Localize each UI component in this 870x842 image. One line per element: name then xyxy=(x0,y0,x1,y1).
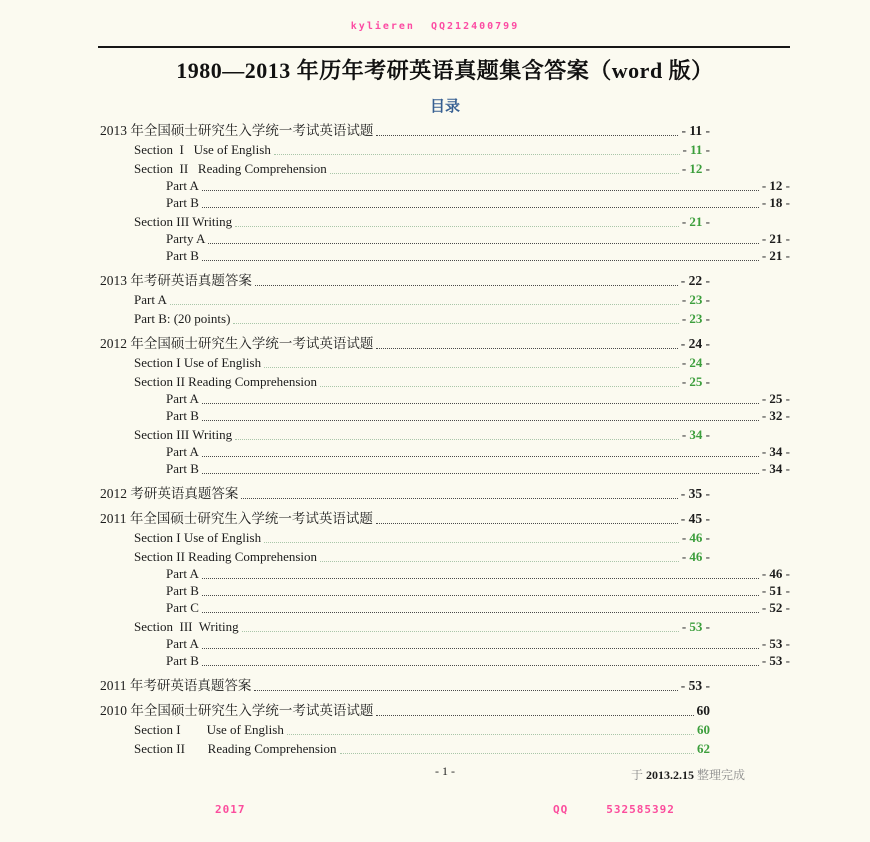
toc-entry-label: Part B xyxy=(166,195,199,210)
toc-page-number: - 22 - xyxy=(680,273,710,288)
toc-dot-leader xyxy=(202,204,759,208)
toc-entry[interactable] xyxy=(166,461,790,477)
toc-page-number: - 46 - xyxy=(761,566,790,581)
toc-entry-label: 2010 年全国硕士研究生入学统一考试英语试题 xyxy=(100,703,374,718)
toc-dot-leader xyxy=(202,592,759,596)
toc-list xyxy=(100,123,790,757)
toc-dot-leader xyxy=(202,187,759,191)
toc-entry-label: Section I Use of English xyxy=(134,722,284,737)
toc-dot-leader xyxy=(202,417,759,421)
toc-page-number: - 35 - xyxy=(680,486,710,501)
toc-entry-label: Section I Use of English xyxy=(134,142,271,157)
note-suffix: 整理完成 xyxy=(693,768,745,782)
toc-entry-label: 2011 年全国硕士研究生入学统一考试英语试题 xyxy=(100,511,373,526)
toc-entry[interactable] xyxy=(134,427,710,443)
toc-dot-leader xyxy=(241,495,677,499)
toc-page-number: - 52 - xyxy=(761,600,790,615)
toc-entry-label: Part A xyxy=(166,636,199,651)
toc-entry-label: Part B xyxy=(166,583,199,598)
toc-entry-label: Section II Reading Comprehension xyxy=(134,374,318,389)
toc-page-number: - 12 - xyxy=(681,161,710,176)
toc-page-number: - 53 - xyxy=(681,619,710,634)
toc-entry-label: Part A xyxy=(166,566,199,581)
toc-page-number: - 12 - xyxy=(761,178,790,193)
toc-entry[interactable] xyxy=(100,678,710,694)
toc-page-number: 62 xyxy=(697,741,710,756)
toc-page-number: - 34 - xyxy=(681,427,710,442)
toc-entry-label: Party A xyxy=(166,231,206,246)
toc-entry-label: 2012 考研英语真题答案 xyxy=(100,486,239,501)
toc-entry[interactable] xyxy=(100,703,710,719)
note-date: 2013.2.15 xyxy=(645,768,694,782)
toc-dot-leader xyxy=(170,301,679,305)
toc-entry-label: Part C xyxy=(166,600,199,615)
toc-dot-leader xyxy=(330,170,679,174)
toc-page-number: - 34 - xyxy=(761,444,790,459)
toc-entry-label: Part A xyxy=(134,292,167,307)
toc-page-number: - 11 - xyxy=(682,142,710,157)
toc-dot-leader xyxy=(376,712,693,716)
toc-dot-leader xyxy=(274,151,680,155)
toc-dot-leader xyxy=(242,628,679,632)
completion-note xyxy=(631,766,745,783)
watermark-bottom-left: 2017 xyxy=(215,803,246,816)
toc-entry[interactable] xyxy=(134,292,710,308)
toc-entry[interactable] xyxy=(134,161,710,177)
toc-page-number: - 24 - xyxy=(680,336,710,351)
toc-page-number: - 25 - xyxy=(681,374,710,389)
qq-value: 532585392 xyxy=(606,803,675,816)
toc-entry-label: Section III Writing xyxy=(134,214,233,229)
toc-entry[interactable] xyxy=(134,530,710,546)
toc-entry[interactable] xyxy=(166,178,790,194)
toc-entry-label: Part A xyxy=(166,178,199,193)
toc-dot-leader xyxy=(340,750,694,754)
watermark-top: kylieren QQ212400799 xyxy=(350,21,520,32)
toc-dot-leader xyxy=(264,364,679,368)
toc-dot-leader xyxy=(202,662,759,666)
note-prefix: 于 xyxy=(630,768,646,782)
toc-entry-label: Section I Use of English xyxy=(134,355,262,370)
toc-entry[interactable] xyxy=(166,583,790,599)
toc-entry[interactable] xyxy=(166,408,790,424)
toc-dot-leader xyxy=(202,453,759,457)
toc-entry[interactable] xyxy=(166,636,790,652)
toc-entry-label: Section II Reading Comprehension xyxy=(134,549,318,564)
toc-page-number: - 23 - xyxy=(681,292,710,307)
toc-dot-leader xyxy=(202,400,759,404)
toc-dot-leader xyxy=(202,575,759,579)
toc-entry-label: 2011 年考研英语真题答案 xyxy=(100,678,252,693)
toc-page-number: - 51 - xyxy=(761,583,790,598)
toc-entry[interactable] xyxy=(100,123,710,139)
toc-page-number: - 34 - xyxy=(761,461,790,476)
toc-entry[interactable] xyxy=(134,311,710,327)
toc-dot-leader xyxy=(233,320,678,324)
toc-page-number: - 53 - xyxy=(761,653,790,668)
toc-dot-leader xyxy=(376,345,677,349)
toc-entry-label: Part A xyxy=(166,444,199,459)
toc-entry-label: Section II Reading Comprehension xyxy=(134,161,327,176)
toc-entry[interactable] xyxy=(166,248,790,264)
toc-entry-label: 2013 年全国硕士研究生入学统一考试英语试题 xyxy=(100,123,374,138)
toc-entry-label: Section II Reading Comprehension xyxy=(134,741,337,756)
header-rule xyxy=(98,46,790,48)
toc-entry[interactable] xyxy=(100,486,710,502)
toc-entry-label: Part B xyxy=(166,461,199,476)
toc-page-number: - 45 - xyxy=(680,511,710,526)
toc-dot-leader xyxy=(202,609,759,613)
toc-entry[interactable] xyxy=(166,600,790,616)
toc-entry[interactable] xyxy=(134,142,710,158)
toc-entry-label: Section III Writing xyxy=(134,619,239,634)
toc-entry-label: Part B xyxy=(166,248,199,263)
toc-entry[interactable] xyxy=(166,391,790,407)
toc-dot-leader xyxy=(202,645,759,649)
page-number: - 1 - xyxy=(435,764,455,778)
toc-entry[interactable] xyxy=(134,549,710,565)
toc-page-number: - 46 - xyxy=(681,530,710,545)
toc-dot-leader xyxy=(202,470,759,474)
toc-entry[interactable] xyxy=(134,355,710,371)
toc-dot-leader xyxy=(235,436,679,440)
toc-page-number: - 32 - xyxy=(761,408,790,423)
toc-page-number: - 46 - xyxy=(681,549,710,564)
toc-entry[interactable] xyxy=(134,619,710,635)
toc-dot-leader xyxy=(320,383,679,387)
toc-entry-label: Section III Writing xyxy=(134,427,233,442)
toc-dot-leader xyxy=(376,520,678,524)
toc-entry-label: Section I Use of English xyxy=(134,530,262,545)
toc-heading: 目录 xyxy=(429,99,460,115)
toc-entry[interactable] xyxy=(166,444,790,460)
toc-dot-leader xyxy=(287,731,694,735)
toc-entry-label: Part B xyxy=(166,653,199,668)
toc-page-number: - 53 - xyxy=(680,678,710,693)
toc-page-number: - 25 - xyxy=(761,391,790,406)
toc-entry-label: Part A xyxy=(166,391,199,406)
toc-dot-leader xyxy=(320,558,679,562)
qq-label: QQ xyxy=(553,803,569,816)
toc-dot-leader xyxy=(208,240,758,244)
toc-entry-label: 2012 年全国硕士研究生入学统一考试英语试题 xyxy=(100,336,374,351)
toc-dot-leader xyxy=(235,223,679,227)
toc-page-number: 60 xyxy=(697,722,710,737)
toc-entry[interactable] xyxy=(100,336,710,352)
toc-dot-leader xyxy=(202,257,759,261)
toc-entry[interactable] xyxy=(134,214,710,230)
toc-entry[interactable] xyxy=(100,273,710,289)
toc-entry[interactable] xyxy=(166,231,790,247)
toc-page-number: - 11 - xyxy=(681,123,710,138)
toc-entry[interactable] xyxy=(166,653,790,669)
toc-entry[interactable] xyxy=(134,722,710,738)
toc-page-number: - 21 - xyxy=(761,248,790,263)
toc-entry-label: 2013 年考研英语真题答案 xyxy=(100,273,252,288)
document-title: 1980—2013 年历年考研英语真题集含答案（word 版） xyxy=(176,58,714,83)
toc-page-number: - 18 - xyxy=(761,195,790,210)
toc-dot-leader xyxy=(254,687,677,691)
toc-dot-leader xyxy=(376,132,678,136)
toc-entry-label: Part B xyxy=(166,408,199,423)
toc-dot-leader xyxy=(255,282,678,286)
toc-entry[interactable] xyxy=(100,511,710,527)
toc-page-number: - 21 - xyxy=(681,214,710,229)
toc-dot-leader xyxy=(264,539,679,543)
toc-page-number: - 53 - xyxy=(761,636,790,651)
toc-page-number: - 24 - xyxy=(681,355,710,370)
toc-page-number: - 21 - xyxy=(761,231,790,246)
toc-entry[interactable] xyxy=(134,374,710,390)
toc-entry[interactable] xyxy=(166,566,790,582)
toc-entry[interactable] xyxy=(134,741,710,757)
toc-entry-label: Part B: (20 points) xyxy=(134,311,231,326)
toc-page-number: 60 xyxy=(696,703,710,718)
watermark-bottom-right xyxy=(553,803,675,816)
toc-page-number: - 23 - xyxy=(681,311,710,326)
toc-entry[interactable] xyxy=(166,195,790,211)
